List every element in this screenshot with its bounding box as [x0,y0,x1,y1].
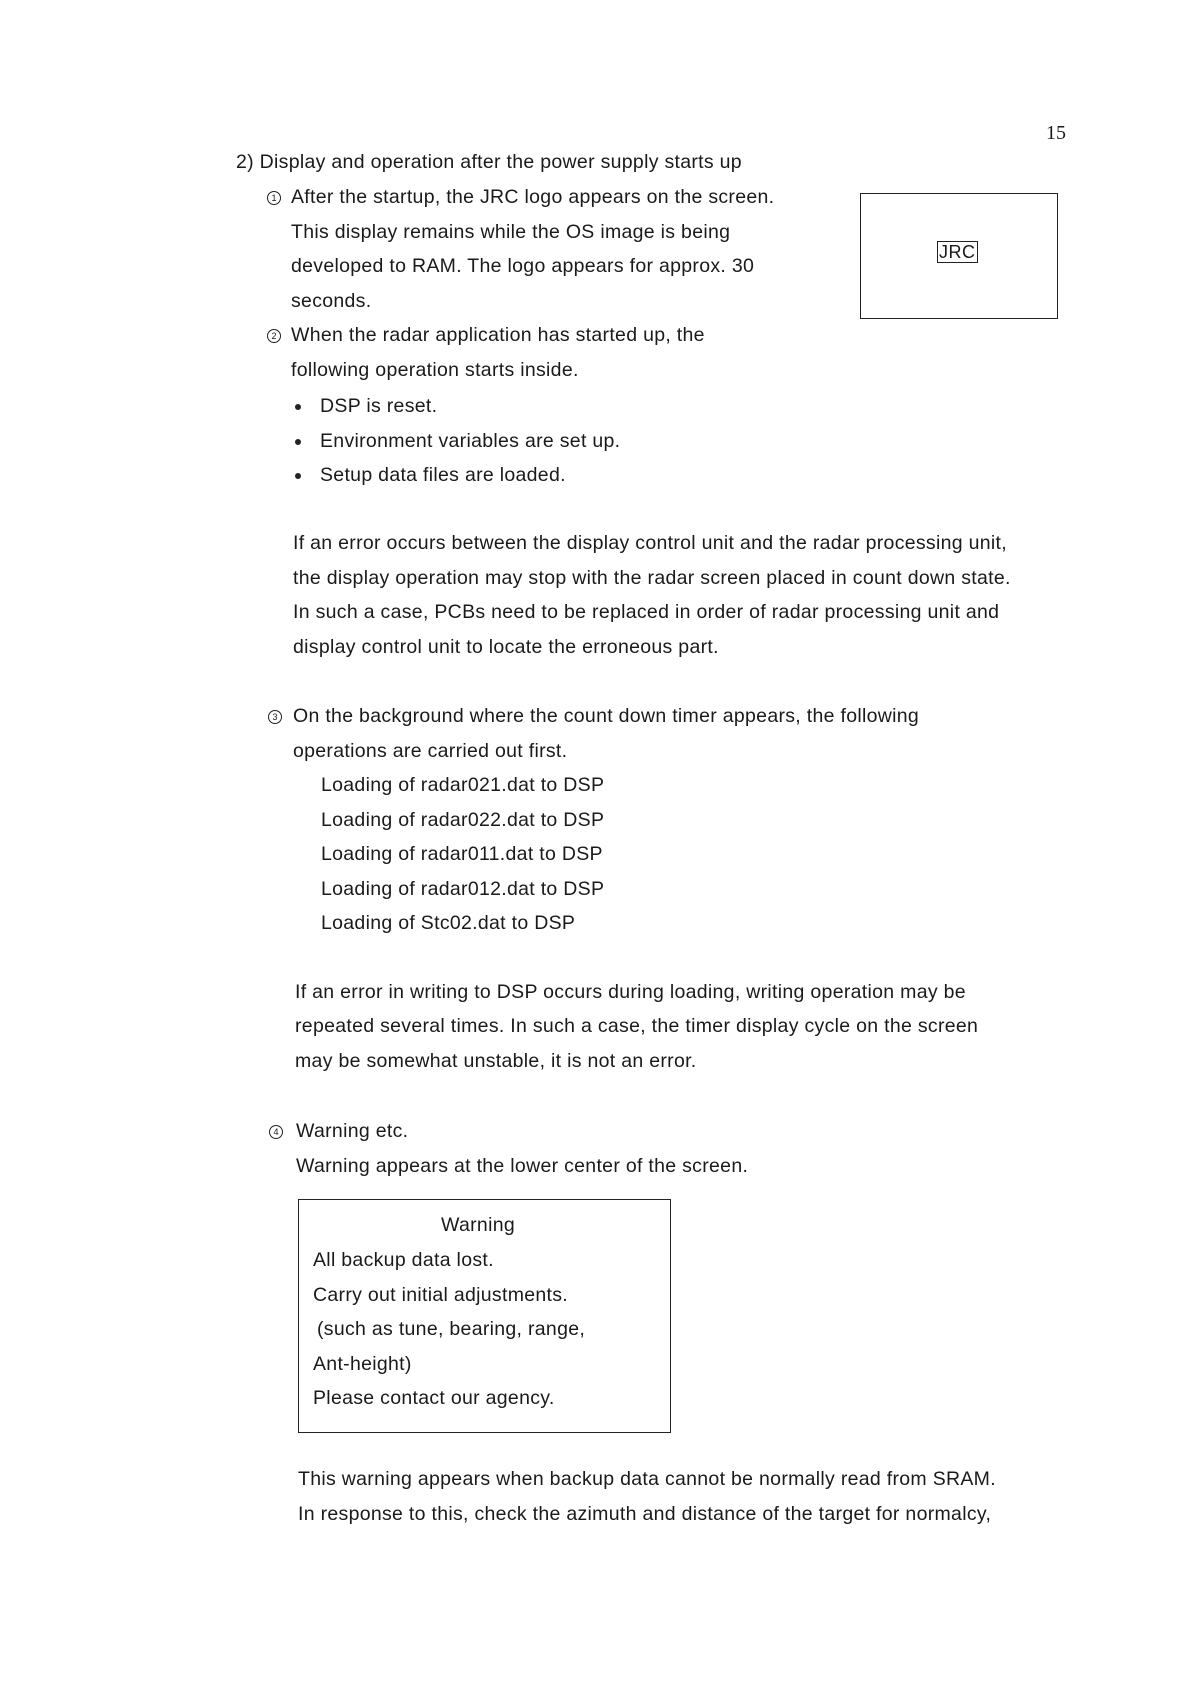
warning-dialog [298,1199,671,1433]
step-2-marker: 2 [267,329,281,343]
step-3-marker: 3 [268,710,282,724]
step-2-line: following operation starts inside. [291,359,579,381]
step-2-line: When the radar application has started up, the [291,324,705,346]
step-4-line: Warning etc. [296,1120,409,1142]
loading-line: Loading of Stc02.dat to DSP [321,912,576,934]
step-1-marker: 1 [267,191,281,205]
bullet-item: Setup data files are loaded. [320,464,566,486]
step-2-note-line: In such a case, PCBs need to be replaced in order of radar processing unit and [293,601,1000,623]
warning-line: Ant-height) [313,1353,412,1375]
page-number: 15 [1046,122,1066,144]
step-3-note-line: If an error in writing to DSP occurs during loading, writing operation may be [295,981,966,1003]
jrc-logo: JRC [939,242,976,262]
warning-title: Warning [441,1214,515,1236]
warning-line: All backup data lost. [313,1249,494,1271]
step-3-line: On the background where the count down timer appears, the following [293,705,920,727]
warning-line: Carry out initial adjustments. [313,1284,569,1306]
step-3-note-line: may be somewhat unstable, it is not an error. [295,1050,697,1072]
bullet-item: DSP is reset. [320,395,438,417]
loading-line: Loading of radar021.dat to DSP [321,774,605,796]
step-1-line: This display remains while the OS image is being [291,221,731,243]
step-2-note-line: display control unit to locate the erroneous part. [293,636,719,658]
bullet-icon [295,404,301,410]
step-4-note-line: This warning appears when backup data cannot be normally read from SRAM. [298,1468,996,1490]
loading-line: Loading of radar022.dat to DSP [321,809,605,831]
step-2-note-line: If an error occurs between the display control unit and the radar processing unit, [293,532,1007,554]
step-1-line: seconds. [291,290,372,312]
step-4-line: Warning appears at the lower center of the screen. [296,1155,749,1177]
section-heading: 2) Display and operation after the power supply starts up [236,151,742,173]
step-2-note-line: the display operation may stop with the radar screen placed in count down state. [293,567,1011,589]
step-4-marker: 4 [269,1125,283,1139]
jrc-logo-screen [860,193,1058,319]
loading-line: Loading of radar012.dat to DSP [321,878,605,900]
step-3-line: operations are carried out first. [293,740,568,762]
bullet-item: Environment variables are set up. [320,430,621,452]
step-1-line: After the startup, the JRC logo appears on the screen. [291,186,775,208]
bullet-icon [295,439,301,445]
step-3-note-line: repeated several times. In such a case, the timer display cycle on the screen [295,1015,979,1037]
loading-line: Loading of radar011.dat to DSP [321,843,603,865]
step-1-line: developed to RAM. The logo appears for approx. 30 [291,255,755,277]
warning-line: (such as tune, bearing, range, [317,1318,586,1340]
warning-line: Please contact our agency. [313,1387,555,1409]
bullet-icon [295,473,301,479]
step-4-note-line: In response to this, check the azimuth and distance of the target for normalcy, [298,1503,992,1525]
